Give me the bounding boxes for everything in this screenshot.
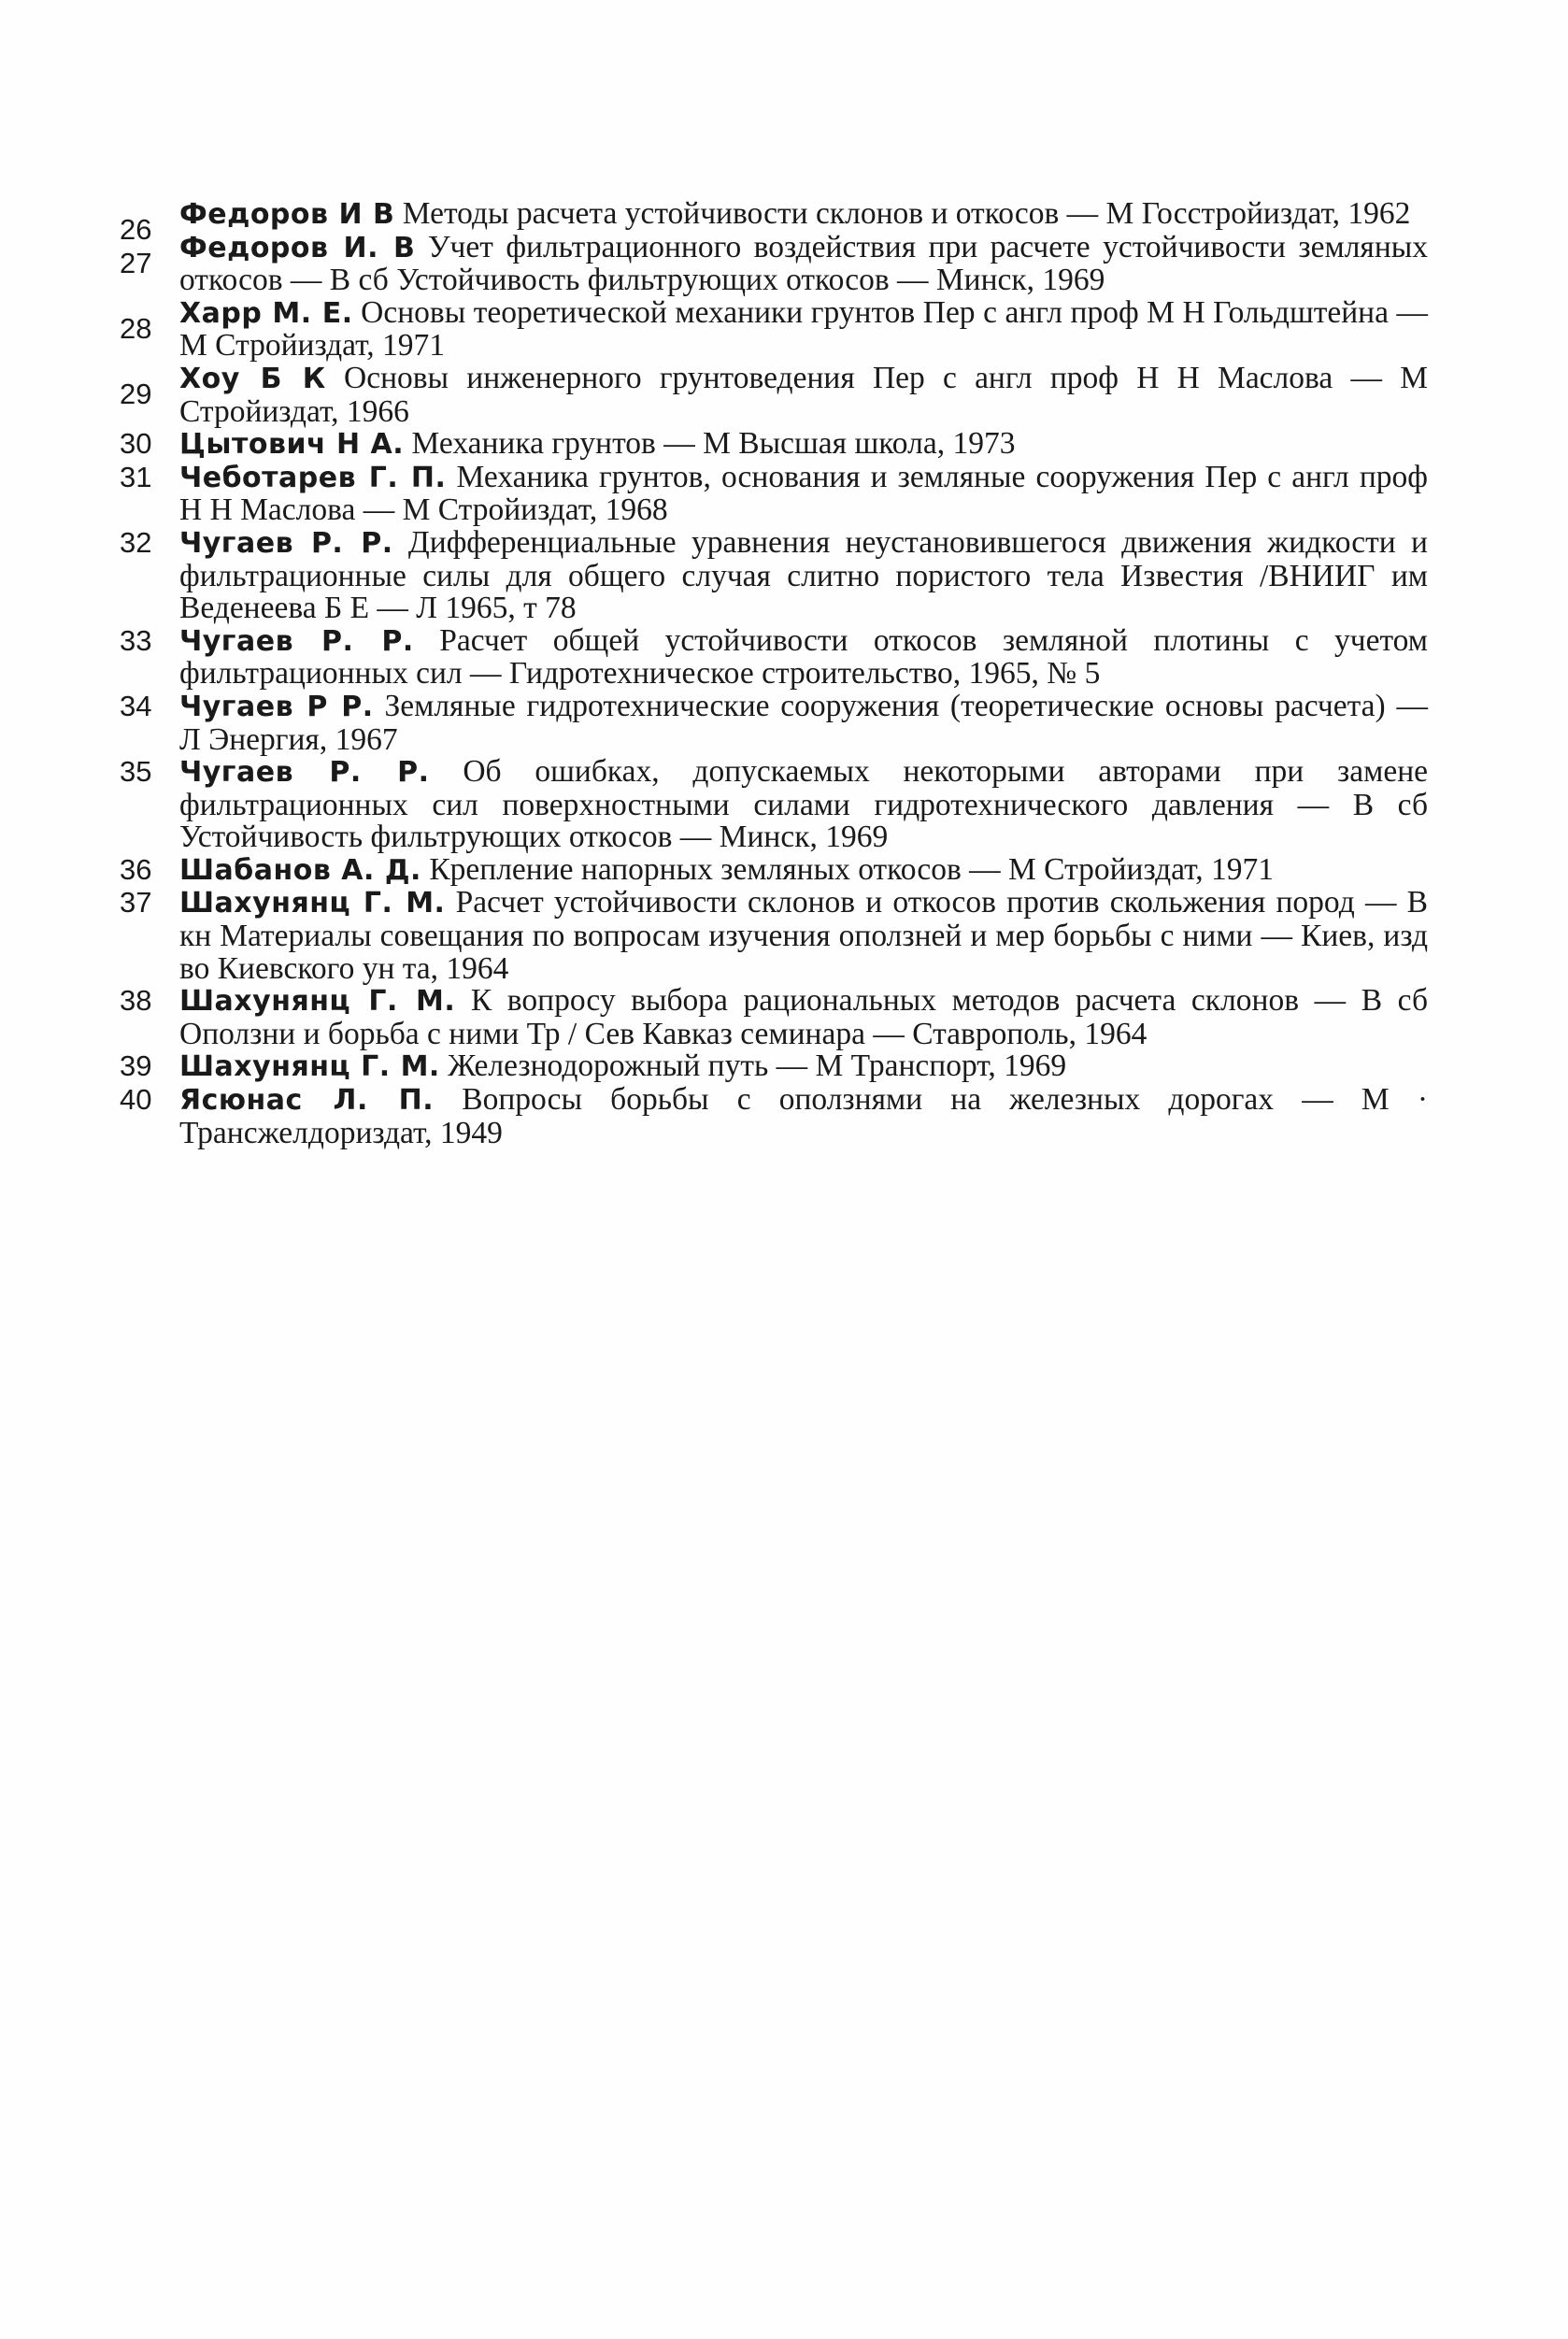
reference-number: 28 xyxy=(120,311,152,345)
reference-item xyxy=(120,196,1428,246)
reference-item xyxy=(120,1050,1428,1084)
reference-text: Механика грунтов — М Высшая школа, 1973 xyxy=(404,426,1016,462)
reference-author: Цытович Н А. xyxy=(179,428,405,462)
reference-author: Шахунянц Г. М. xyxy=(179,1050,440,1084)
reference-number: 26 xyxy=(120,213,152,246)
reference-author: Федоров И В xyxy=(179,198,395,231)
reference-text: Крепление напорных земляных откосов — М Стройиздат, 1971 xyxy=(421,851,1275,887)
reference-number: 35 xyxy=(120,755,152,789)
reference-author: Чугаев Р. Р. xyxy=(179,756,430,790)
reference-text: Расчет устойчивости склонов и откосов против скольжения пород — В кн Материалы совещания по вопросам изучения оползней и мер борьбы с ними — Киев, изд во Киевского ун та, 1964 xyxy=(179,885,1428,986)
reference-text: Методы расчета устойчивости склонов и откосов — М Госстройиздат, 1962 xyxy=(394,196,1411,231)
reference-text: Об ошибках, допускаемых некоторыми авторами при замене фильтрационных сил поверхностными силами гидротехнического давления — В сб Устойчивость фильтрующих откосов — Минск, 1969 xyxy=(179,754,1428,855)
reference-author: Чугаев Р Р. xyxy=(179,690,374,723)
reference-item xyxy=(120,851,1428,888)
reference-text: Железнодорожный путь — М Транспорт, 1969 xyxy=(439,1048,1067,1084)
reference-author: Шабанов А. Д. xyxy=(179,853,421,887)
reference-item xyxy=(120,887,1428,985)
reference-number: 39 xyxy=(120,1049,152,1083)
reference-number: 33 xyxy=(120,623,152,657)
reference-author: Чугаев Р. Р. xyxy=(179,526,393,560)
reference-text: Дифференциальные уравнения неустановившегося движения жидкости и фильтрационные силы для общего случая слитно пористого тела Известия /ВНИИГ им Веденеева Б Е — Л 1965, т 78 xyxy=(179,524,1428,626)
reference-number: 37 xyxy=(120,886,152,920)
reference-text: Механика грунтов, основания и земляные сооружения Пер с англ проф Н Н Маслова — М Стройиздат, 1968 xyxy=(179,459,1428,528)
reference-text: К вопросу выбора рациональных методов расчета склонов — В сб Оползни и борьба с ними Тр / Сев Кавказ семинара — Ставрополь, 1964 xyxy=(179,983,1428,1051)
reference-item xyxy=(120,756,1428,854)
reference-text: Земляные гидротехнические сооружения (теоретические основы расчета) — Л Энергия, 1967 xyxy=(179,688,1428,757)
reference-item xyxy=(120,294,1428,364)
reference-number: 31 xyxy=(120,460,152,493)
reference-number: 30 xyxy=(120,427,152,461)
reference-author: Ясюнас Л. П. xyxy=(179,1084,435,1118)
reference-author: Хоу Б К xyxy=(179,362,326,395)
reference-author: Шахунянц Г. М. xyxy=(179,985,456,1019)
reference-list xyxy=(120,198,1428,1149)
reference-text: Основы инженерного грунтоведения Пер с англ проф Н Н Маслова — М Стройиздат, 1966 xyxy=(179,360,1428,429)
reference-item xyxy=(120,688,1428,757)
reference-text: Учет фильтрационного воздействия при расчете устойчивости земляных откосов — В сб Устойчивость фильтрующих откосов — Минск, 1969 xyxy=(179,229,1429,298)
reference-item xyxy=(120,459,1428,528)
reference-number: 36 xyxy=(120,852,152,886)
reference-author: Харр М. Е. xyxy=(179,296,353,330)
reference-author: Федоров И. В xyxy=(179,231,416,264)
reference-item xyxy=(120,1084,1428,1149)
reference-number: 27 xyxy=(120,246,152,279)
reference-item xyxy=(120,524,1428,626)
reference-author: Чугаев Р. Р. xyxy=(179,624,414,658)
reference-number: 34 xyxy=(120,689,152,722)
reference-number: 40 xyxy=(120,1083,152,1117)
reference-text: Вопросы борьбы с оползнями на железных дорогах — М · Трансжелдориздат, 1949 xyxy=(179,1082,1428,1150)
reference-number: 38 xyxy=(120,984,152,1018)
reference-text: Расчет общей устойчивости откосов земляной плотины с учетом фильтрационных сил — Гидротехническое строительство, 1965, № 5 xyxy=(179,622,1428,692)
reference-item xyxy=(120,428,1428,462)
reference-author: Шахунянц Г. М. xyxy=(179,887,446,920)
reference-item xyxy=(120,985,1428,1050)
reference-author: Чеботарев Г. П. xyxy=(179,461,447,494)
reference-number: 29 xyxy=(120,377,152,410)
reference-item xyxy=(120,360,1428,429)
reference-text: Основы теоретической механики грунтов Пер с англ проф М Н Гольдштейна — М Стройиздат, 1971 xyxy=(179,294,1428,364)
reference-number: 32 xyxy=(120,525,152,559)
reference-item xyxy=(120,622,1428,692)
